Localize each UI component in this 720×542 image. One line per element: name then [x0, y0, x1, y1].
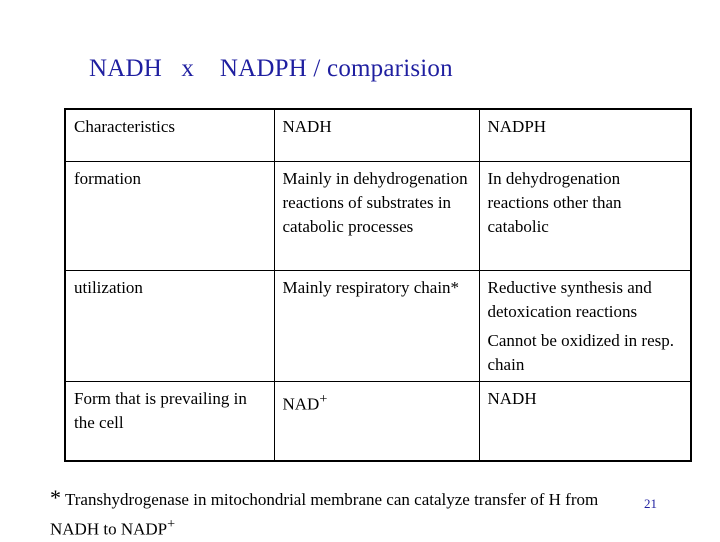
- nad-text: NAD: [282, 394, 320, 414]
- slide-title: NADH x NADPH / comparision: [89, 55, 453, 82]
- footnote-superscript: +: [167, 516, 176, 532]
- header-characteristics: Characteristics: [65, 109, 274, 162]
- nad-superscript: +: [319, 391, 328, 407]
- cell-utilization-nadph: [479, 271, 691, 382]
- cell-utilization-nadh: Mainly respiratory chain*: [274, 271, 479, 382]
- table-row: [65, 271, 691, 382]
- footnote-asterisk: *: [50, 485, 61, 510]
- table-header-row: [65, 109, 691, 162]
- cell-utilization-nadph-note: Cannot be oxidized in resp. chain: [487, 331, 674, 374]
- header-nadh: NADH: [274, 109, 479, 162]
- footnote: [50, 486, 640, 542]
- row-label-prevailing-form: Form that is prevailing in the cell: [65, 382, 274, 462]
- header-nadph: NADPH: [479, 109, 691, 162]
- comparison-table: [64, 108, 692, 462]
- cell-prevailing-nadph: NADH: [479, 382, 691, 462]
- row-label-utilization: utilization: [65, 271, 274, 382]
- table-row: [65, 162, 691, 271]
- cell-formation-nadph: In dehydrogenation reactions other than catabolic: [479, 162, 691, 271]
- page-number: 21: [644, 496, 657, 511]
- footnote-text: Transhydrogenase in mitochondrial membrane can catalyze transfer of H from NADH to NADP: [50, 490, 599, 539]
- row-label-formation: formation: [65, 162, 274, 271]
- cell-utilization-nadph-text: Reductive synthesis and detoxication reactions: [487, 278, 652, 321]
- table-row: [65, 382, 691, 462]
- cell-formation-nadh: Mainly in dehydrogenation reactions of substrates in catabolic processes: [274, 162, 479, 271]
- cell-prevailing-nadh: [274, 382, 479, 462]
